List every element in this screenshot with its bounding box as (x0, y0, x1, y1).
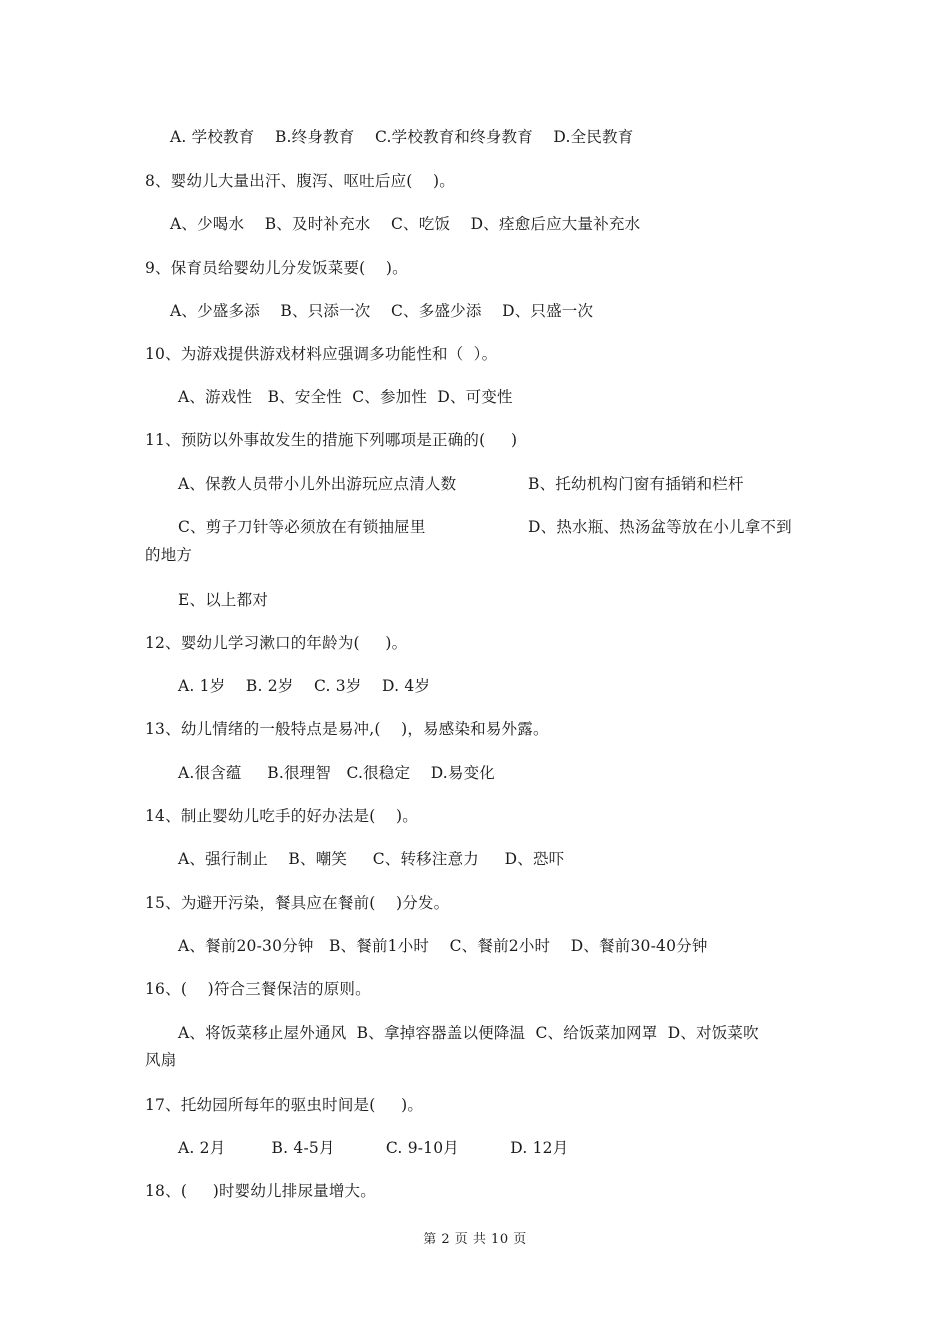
q11-option-d-continued: 的地方 (145, 546, 193, 564)
q11-option-e: E、以上都对 (178, 591, 269, 609)
q11-option-a: A、保教人员带小儿外出游玩应点清人数 (178, 475, 457, 493)
page-number-footer: 第 2 页 共 10 页 (423, 1232, 527, 1247)
q11-question: 11、预防以外事故发生的措施下列哪项是正确的( ) (145, 431, 518, 449)
q16-options: A、将饭菜移止屋外通风 B、拿掉容器盖以便降温 C、给饭菜加网罩 D、对饭菜吹 (178, 1024, 759, 1042)
q12-options: A. 1岁 B. 2岁 C. 3岁 D. 4岁 (178, 677, 431, 695)
q8-options: A、少喝水 B、及时补充水 C、吃饭 D、痊愈后应大量补充水 (170, 215, 641, 233)
q17-question: 17、托幼园所每年的驱虫时间是( )。 (145, 1096, 424, 1114)
q18-question: 18、( )时婴幼儿排尿量增大。 (145, 1182, 376, 1200)
q14-options: A、强行制止 B、嘲笑 C、转移注意力 D、恐吓 (178, 850, 565, 868)
q16-options-continued: 风扇 (145, 1051, 177, 1069)
q14-question: 14、制止婴幼儿吃手的好办法是( )。 (145, 807, 418, 825)
q13-options: A.很含蕴 B.很理智 C.很稳定 D.易变化 (178, 764, 495, 782)
q15-question: 15、为避开污染，餐具应在餐前( )分发。 (145, 894, 450, 912)
q10-options: A、游戏性 B、安全性 C、参加性 D、可变性 (178, 388, 513, 406)
q16-question: 16、( )符合三餐保洁的原则。 (145, 980, 371, 998)
q11-option-b: B、托幼机构门窗有插销和栏杆 (528, 475, 744, 493)
q9-options: A、少盛多添 B、只添一次 C、多盛少添 D、只盛一次 (170, 302, 594, 320)
q11-option-d: D、热水瓶、热汤盆等放在小儿拿不到 (528, 518, 792, 536)
q7-options: A. 学校教育 B.终身教育 C.学校教育和终身教育 D.全民教育 (170, 128, 634, 146)
q11-option-c: C、剪子刀针等必须放在有锁抽屉里 (178, 518, 426, 536)
q12-question: 12、婴幼儿学习漱口的年龄为( )。 (145, 634, 408, 652)
q13-question: 13、幼儿情绪的一般特点是易冲,( )，易感染和易外露。 (145, 720, 549, 738)
q10-question: 10、为游戏提供游戏材料应强调多功能性和（ ）。 (145, 345, 498, 363)
q9-question: 9、保育员给婴幼儿分发饭菜要( )。 (145, 259, 408, 277)
q15-options: A、餐前20-30分钟 B、餐前1小时 C、餐前2小时 D、餐前30-40分钟 (178, 937, 708, 955)
q17-options: A. 2月 B. 4-5月 C. 9-10月 D. 12月 (178, 1139, 569, 1157)
q8-question: 8、婴幼儿大量出汗、腹泻、呕吐后应( )。 (145, 172, 455, 190)
